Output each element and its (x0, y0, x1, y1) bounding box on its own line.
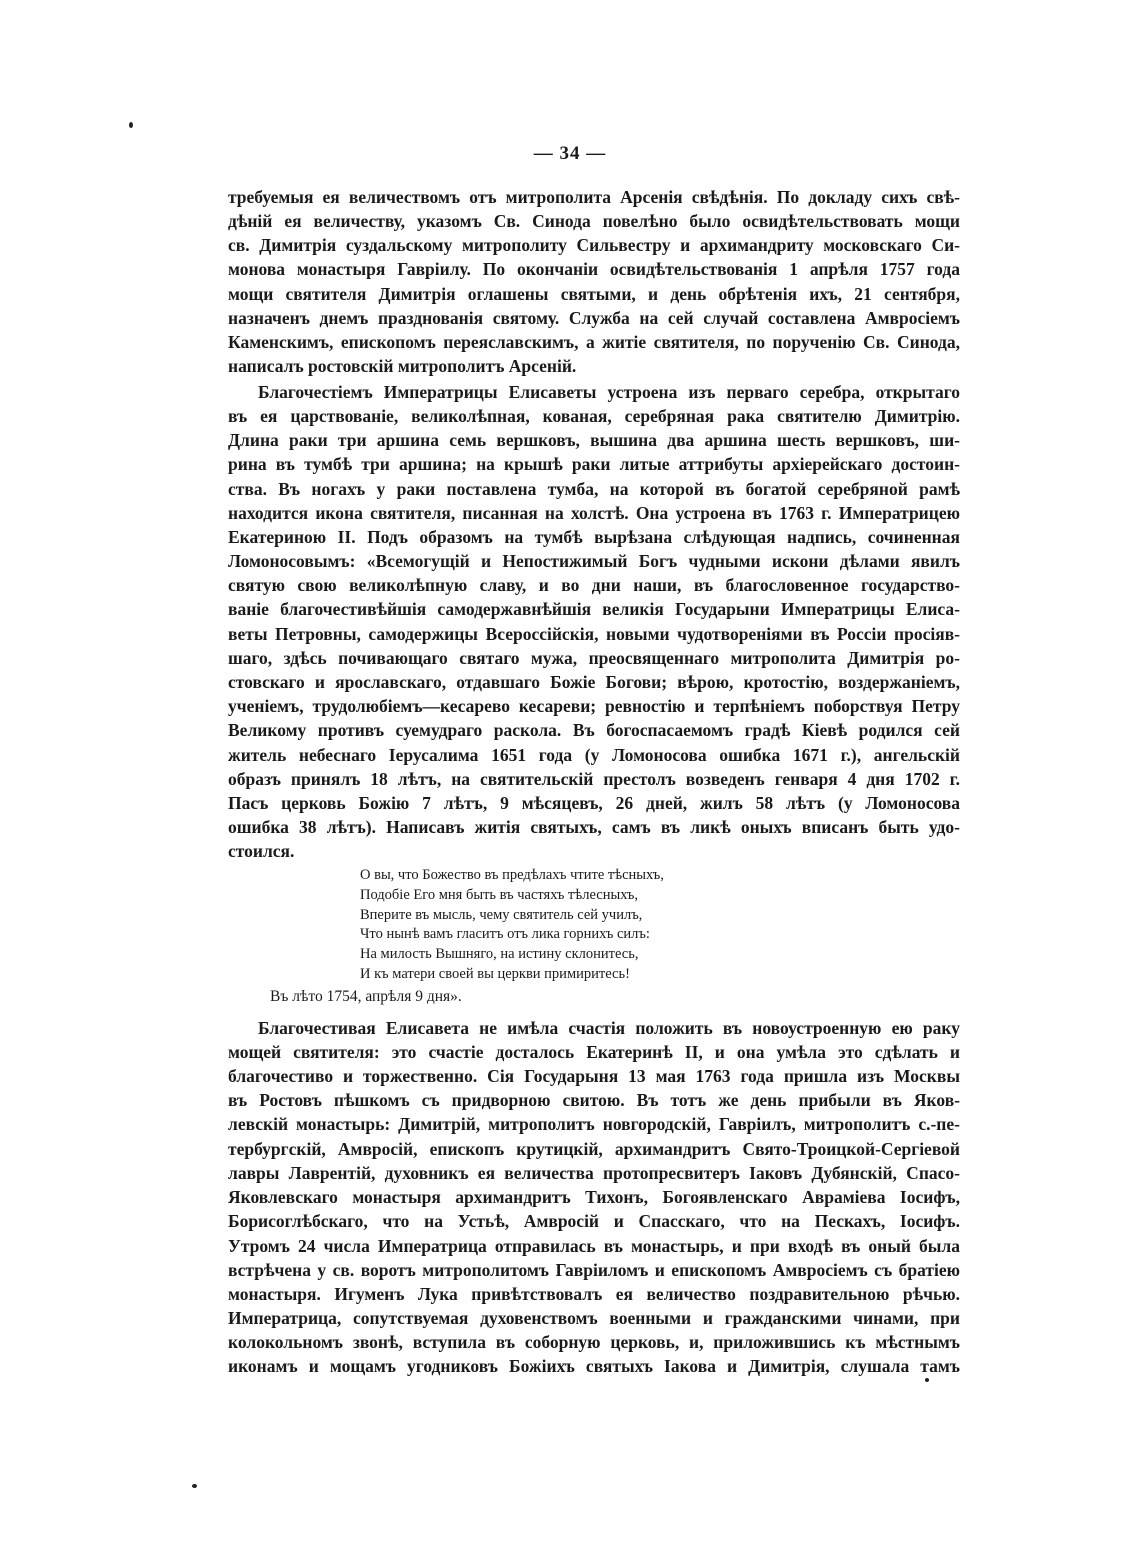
text-line: рина въ тумбѣ три аршина; на крышѣ раки литые аттрибуты архіерейскаго достоин- (228, 454, 960, 474)
text-line: ошибка 38 лѣтъ). Написавъ житія святыхъ, самъ въ ликѣ оныхъ вписанъ быть удо- (228, 817, 960, 837)
text-line: Яковлевскаго монастыря архимандритъ Тихонъ, Богоявленскаго Авраміева Іосифъ, (228, 1187, 960, 1207)
text-line: веты Петровны, самодержицы Всероссійскія, новыми чудотвореніями въ Россіи просіяв- (228, 624, 960, 644)
page-number: — 34 — (533, 143, 607, 164)
text-line: Императрица, сопутствуемая духовенствомъ военными и гражданскими чинами, при (228, 1308, 960, 1328)
text-line: Великому противъ суемудраго раскола. Въ богоспасаемомъ градѣ Кіевѣ родился сей (228, 720, 960, 740)
scan-speck (129, 122, 133, 128)
text-line: Екатериною II. Подъ образомъ на тумбѣ вырѣзана слѣдующая надпись, сочиненная (228, 527, 960, 547)
text-line: св. Димитрія суздальскому митрополиту Сильвестру и архимандриту московскаго Си- (228, 235, 960, 255)
verse-line: Вперите въ мысль, чему святитель сей училъ, (360, 907, 643, 923)
text-line: Пасъ церковь Божію 7 лѣтъ, 9 мѣсяцевъ, 26 дней, жилъ 58 лѣтъ (у Ломоносова (228, 793, 960, 813)
text-line: Благочестивая Елисавета не имѣла счастія положить въ новоустроенную ею раку (258, 1018, 960, 1038)
text-line: левскій монастырь: Димитрій, митрополитъ новгородскій, Гавріилъ, митрополитъ с.-пе- (228, 1114, 960, 1134)
text-line: колокольномъ звонѣ, вступила въ соборную церковь, и, приложившись къ мѣстнымъ (228, 1332, 960, 1352)
text-line: Борисоглѣбскаго, что на Устьѣ, Амвросій и Спасскаго, что на Пескахъ, Іосифъ. (228, 1211, 960, 1231)
text-line: Благочестіемъ Императрицы Елисаветы устроена изъ перваго серебра, открытаго (258, 382, 960, 402)
text-line: требуемыя ея величествомъ отъ митрополита Арсенія свѣдѣнія. По докладу сихъ свѣ- (228, 187, 960, 207)
scan-speck (925, 1378, 929, 1382)
text-line: святую свою великолѣпную славу, и во дни наши, въ благословенное государство- (228, 575, 960, 595)
text-line: иконамъ и мощамъ угодниковъ Божіихъ святыхъ Іакова и Димитрія, слушала тамъ (228, 1356, 960, 1376)
text-line: Ломоносовымъ: «Всемогущій и Непостижимый Богъ чудными искони дѣлами явилъ (228, 551, 960, 571)
text-line: Утромъ 24 числа Императрица отправилась въ монастырь, и при входѣ въ оный была (228, 1236, 960, 1256)
text-line: ваніе благочестивѣйшія самодержавнѣйшія великія Государыни Императрицы Елиса- (228, 599, 960, 619)
verse-line: На милость Вышняго, на истину склонитесь, (360, 946, 639, 962)
text-line: житель небеснаго Іерусалима 1651 года (у Ломоносова ошибка 1671 г.), ангельскій (228, 745, 960, 765)
text-line: монова монастыря Гавріилу. По окончаніи освидѣтельствованія 1 апрѣля 1757 года (228, 259, 960, 279)
scan-speck (192, 1484, 197, 1488)
text-line: благочестиво и торжественно. Сія Государыня 13 мая 1763 года пришла изъ Москвы (228, 1066, 960, 1086)
date-line: Въ лѣто 1754, апрѣля 9 дня». (270, 988, 462, 1005)
text-line: Каменскимъ, епископомъ переяславскимъ, а житіе святителя, по порученію Св. Синода, (228, 332, 960, 352)
verse-line: И къ матери своей вы церкви примиритесь! (360, 966, 630, 982)
text-line: лавры Лаврентій, духовникъ ея величества протопресвитеръ Іаковъ Дубянскій, Спасо- (228, 1163, 960, 1183)
text-line: тербургскій, Амвросій, епископъ крутицкій, архимандритъ Свято-Троицкой-Сергіевой (228, 1139, 960, 1159)
text-line: мощи святителя Димитрія оглашены святыми, и день обрѣтенія ихъ, 21 сентября, (228, 284, 960, 304)
text-line: въ Ростовъ пѣшкомъ съ придворною свитою. Въ тотъ же день прибыли въ Яков- (228, 1090, 960, 1110)
text-line: въ ея царствованіе, великолѣпная, кованая, серебряная рака святителю Димитрію. (228, 406, 960, 426)
text-line: ученіемъ, трудолюбіемъ—кесарево кесареви; ревностію и терпѣніемъ поборствуя Петру (228, 696, 960, 716)
text-line: шаго, здѣсь почивающаго святаго мужа, преосвященнаго митрополита Димитрія ро- (228, 648, 960, 668)
text-line: монастыря. Игуменъ Лука привѣтствовалъ ея величество поздравительною рѣчью. (228, 1284, 960, 1304)
verse-line: Подобіе Его мня быть въ частяхъ тѣлесныхъ, (360, 887, 639, 903)
verse-line: О вы, что Божество въ предѣлахъ чтите тѣсныхъ, (360, 867, 664, 883)
text-line: ства. Въ ногахъ у раки поставлена тумба, на которой въ богатой серебряной рамѣ (228, 479, 960, 499)
text-line: находится икона святителя, писанная на холстѣ. Она устроена въ 1763 г. Императрицею (228, 503, 960, 523)
text-line: стоился. (228, 841, 295, 861)
verse-line: Что нынѣ вамъ гласитъ отъ лика горнихъ силъ: (360, 926, 650, 942)
text-line: Длина раки три аршина семь вершковъ, вышина два аршина шесть вершковъ, ши- (228, 430, 960, 450)
text-line: встрѣчена у св. воротъ митрополитомъ Гавріиломъ и епископомъ Амвросіемъ съ братіею (228, 1260, 960, 1280)
text-line: мощей святителя: это счастіе досталось Екатеринѣ II, и она умѣла это сдѣлать и (228, 1042, 960, 1062)
text-line: назначенъ днемъ празднованія святому. Служба на сей случай составлена Амвросіемъ (228, 308, 960, 328)
text-line: стовскаго и ярославскаго, отдавшаго Божіе Богови; вѣрою, кротостію, воздержаніемъ, (228, 672, 960, 692)
text-line: написалъ ростовскій митрополитъ Арсеній. (228, 356, 577, 376)
text-line: дѣній ея величеству, указомъ Св. Синода повелѣно было освидѣтельствовать мощи (228, 211, 960, 231)
text-line: образъ принялъ 18 лѣтъ, на святительскій престолъ возведенъ генваря 4 дня 1702 г. (228, 769, 960, 789)
